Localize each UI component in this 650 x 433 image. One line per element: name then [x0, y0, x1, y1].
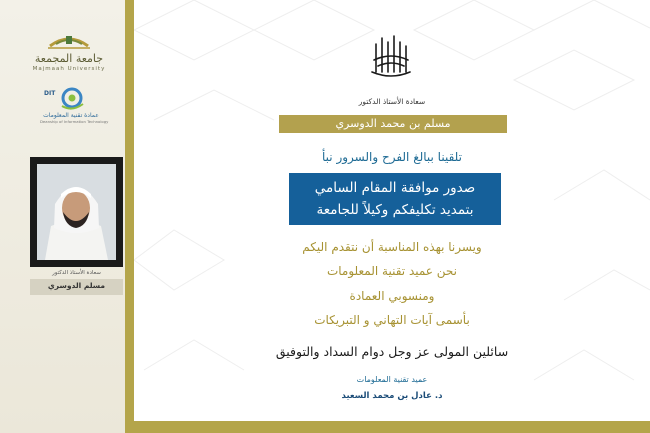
greeting-title: سعادة الأستاذ الدكتور: [358, 97, 426, 106]
bottom-gold-bar: [134, 421, 650, 433]
body-line-2: نحن عميد تقنية المعلومات: [326, 264, 458, 278]
highlight-line-1: صدور موافقة المقام السامي: [314, 180, 476, 196]
highlight-box: [289, 173, 501, 225]
recipient-name-banner: مسلم بن محمد الدوسري: [279, 115, 507, 133]
photo-caption-title: سعادة الأستاذ الدكتور: [52, 270, 101, 276]
sidebar: [0, 0, 134, 433]
dit-name-ar: عمادة تقنية المعلومات: [43, 112, 99, 119]
person-photo: [37, 164, 116, 260]
congratulation-card: [134, 0, 650, 421]
closing-line: سائلين المولى عز وجل دوام السداد والتوفيق: [275, 344, 509, 359]
university-logo-icon: [46, 30, 92, 50]
photo-caption-name: مسلم الدوسري: [47, 281, 106, 290]
dit-name-en: Deanship of Information Technology: [40, 119, 109, 124]
body-line-1: ويسرنا بهذه المناسبة أن نتقدم اليكم: [302, 240, 482, 254]
dit-logo: [40, 86, 109, 124]
photo-frame: [30, 157, 123, 267]
body-line-4: بأسمى آيات التهاني و التبريكات: [314, 313, 470, 327]
dit-logo-icon: [56, 86, 86, 110]
calligraphy-emblem-icon: [366, 30, 416, 80]
sidebar-gold-stripe: [125, 0, 134, 433]
university-name-en: Majmaah University: [32, 66, 106, 72]
body-line-3: ومنسوبي العمادة: [349, 289, 435, 303]
signature-name: د. عادل بن محمد السعيد: [341, 391, 443, 401]
highlight-line-2: بتمديد تكليفكم وكيلاً للجامعة: [316, 202, 474, 218]
signature-title: عميد تقنية المعلومات: [356, 375, 428, 384]
university-logo: [22, 30, 116, 72]
intro-line: تلقينا ببالغ الفرح والسرور نبأ: [322, 150, 462, 164]
university-name-ar: جامعة المجمعة: [34, 52, 104, 65]
dit-label: DIT: [44, 90, 56, 97]
